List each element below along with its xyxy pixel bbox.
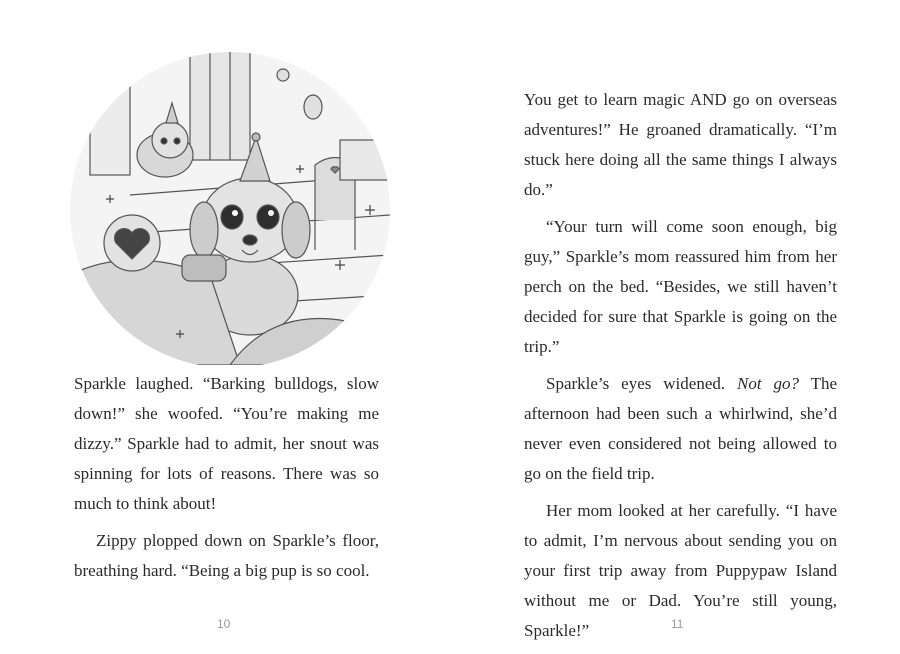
emphasis-text: Not go? bbox=[737, 374, 799, 393]
paragraph-text: The afternoon had been such a whirlwind, she’d never even considered not being allowed to go on the field trip. bbox=[524, 374, 838, 483]
right-page-text bbox=[524, 85, 837, 653]
paragraph: Zippy plopped down on Sparkle’s floor, breathing hard. “Being a big pup is so cool. bbox=[74, 531, 379, 580]
paragraph: Sparkle laughed. “Barking bulldogs, slow down!” she woofed. “You’re making me dizzy.” Sparkle had to admit, her snout was spinning for lots of reasons. There was so much to think about! bbox=[74, 374, 379, 513]
paragraph bbox=[524, 369, 837, 489]
paragraph: You get to learn magic AND go on overseas adventures!” He groaned dramatically. “I’m stuck here doing all the same things I always do.” bbox=[524, 90, 837, 199]
right-page bbox=[450, 0, 900, 654]
paragraph-text: Sparkle’s eyes widened. bbox=[546, 374, 738, 393]
paragraph: Her mom looked at her carefully. “I have to admit, I’m nervous about sending you on your first trip away from Puppypaw Island without me or Dad. You’re still young, Sparkle!” bbox=[524, 501, 837, 640]
left-page-text bbox=[74, 369, 379, 593]
page-number: 11 bbox=[671, 617, 684, 631]
illustration-puppies-bedroom bbox=[70, 45, 390, 365]
page-number: 10 bbox=[217, 617, 231, 631]
paragraph: “Your turn will come soon enough, big guy,” Sparkle’s mom reassured him from her perch on the bed. “Besides, we still haven’t decided for sure that Sparkle is going on the trip.” bbox=[524, 217, 837, 356]
